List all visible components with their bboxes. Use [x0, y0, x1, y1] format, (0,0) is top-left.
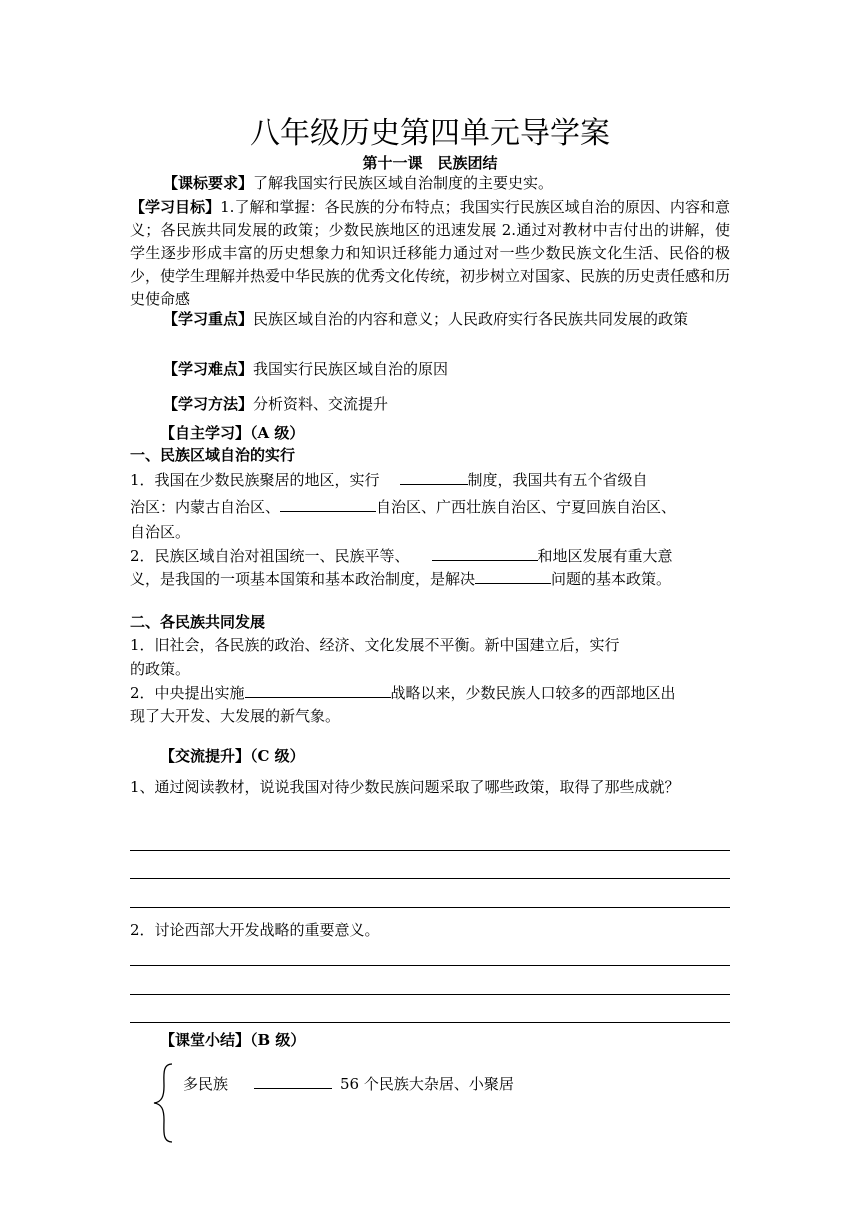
- difficulty-text: 我国实行民族区域自治的原因: [253, 360, 449, 378]
- section2-heading: 二、各民族共同发展: [130, 613, 266, 631]
- section1-q2-text-d: 问题的基本政策。: [551, 570, 672, 588]
- curriculum-label: 【课标要求】: [163, 174, 254, 192]
- summary-item-1-label: 多民族: [183, 1075, 229, 1093]
- section2-q2-line2: 现了大开发、大发展的新气象。: [130, 707, 341, 725]
- section2-q1-line2: 的政策。: [130, 660, 191, 678]
- section1-q1-line3: 自治区。: [130, 523, 191, 541]
- section1-heading: 一、民族区域自治的实行: [130, 446, 296, 464]
- section1-q2-text-b: 和地区发展有重大意: [537, 547, 673, 565]
- exchange-level: （C 级）: [250, 747, 305, 765]
- summary-label: 【课堂小结】: [160, 1031, 251, 1049]
- exchange-q1: 1、通过阅读教材，说说我国对待少数民族问题采取了哪些政策，取得了那些成就？: [130, 778, 680, 796]
- summary-level: （B 级）: [250, 1031, 306, 1049]
- page-title: 八年级历史第四单元导学案: [250, 116, 610, 151]
- self-study-heading: [160, 422, 304, 444]
- answer-line-6[interactable]: [130, 1022, 730, 1023]
- section1-q1-text-b: 制度，我国共有五个省级自: [467, 471, 648, 489]
- lesson-subtitle: 第十一课 民族团结: [362, 154, 498, 172]
- answer-line-1[interactable]: [130, 850, 730, 851]
- curriculum-text: 了解我国实行民族区域自治制度的主要史实。: [253, 174, 554, 192]
- section1-q2-line1: [130, 545, 673, 567]
- summary-item-1: [183, 1073, 514, 1095]
- section2-q2-text-a: 2．中央提出实施: [130, 684, 245, 702]
- section2-q1-line1: 1．旧社会，各民族的政治、经济、文化发展不平衡。新中国建立后，实行: [130, 636, 620, 654]
- learning-objectives: [130, 196, 730, 311]
- key-points-label: 【学习重点】: [163, 310, 254, 328]
- key-points: [130, 308, 730, 331]
- section1-q2-text-c: 义，是我国的一项基本国策和基本政治制度，是解决: [130, 570, 476, 588]
- difficulty-label: 【学习难点】: [163, 360, 254, 378]
- answer-line-4[interactable]: [130, 965, 730, 966]
- section2-q2-text-b: 战略以来，少数民族人口较多的西部地区出: [390, 684, 676, 702]
- summary-item-1-text: 56 个民族大杂居、小聚居: [340, 1075, 514, 1093]
- section1-q1-text-d: 自治区、广西壮族自治区、宁夏回族自治区、: [376, 498, 677, 516]
- answer-line-3[interactable]: [130, 907, 730, 908]
- answer-line-5[interactable]: [130, 994, 730, 995]
- exchange-q2: 2．讨论西部大开发战略的重要意义。: [130, 921, 380, 939]
- summary-heading: [160, 1029, 305, 1051]
- section1-q2-text-a: 2．民族区域自治对祖国统一、民族平等、: [130, 547, 410, 565]
- study-method: [163, 393, 388, 415]
- section2-q2-line1: [130, 682, 676, 704]
- answer-line-2[interactable]: [130, 878, 730, 879]
- method-label: 【学习方法】: [163, 395, 254, 413]
- curly-brace-icon: [150, 1062, 178, 1144]
- difficulty: [163, 358, 448, 380]
- blank-1[interactable]: [400, 469, 468, 485]
- objectives-text: 1.了解和掌握：各民族的分布特点；我国实行民族区域自治的原因、内容和意义；各民族共同发展的政策；少数民族地区的迅速发展 2.通过对教材中吉付出的讲解，使学生逐步形成丰富的历史想象力和知识迁移能力通过对一些少数民族文化生活、民俗的极少，使学生理解并热爱中华民族的优秀文化传统，初步树立对国家、民族的历史责任感和历史使命感: [130, 198, 731, 308]
- section1-q1-line2: [130, 496, 676, 518]
- objectives-label: 【学习目标】: [130, 198, 221, 216]
- blank-2[interactable]: [280, 496, 376, 512]
- exchange-heading: [160, 745, 305, 767]
- section1-q1-text-a: 1．我国在少数民族聚居的地区，实行: [130, 471, 380, 489]
- curriculum-requirement: [163, 172, 553, 194]
- blank-5[interactable]: [245, 682, 391, 698]
- self-study-level: （A 级）: [250, 424, 305, 442]
- blank-6[interactable]: [254, 1073, 332, 1089]
- method-text: 分析资料、交流提升: [253, 395, 389, 413]
- blank-3[interactable]: [432, 545, 538, 561]
- key-points-text: 民族区域自治的内容和意义；人民政府实行各民族共同发展的政策: [253, 310, 689, 328]
- exchange-label: 【交流提升】: [160, 747, 251, 765]
- section1-q2-line2: [130, 568, 671, 590]
- blank-4[interactable]: [475, 568, 551, 584]
- self-study-label: 【自主学习】: [160, 424, 251, 442]
- section1-q1-line1: [130, 469, 648, 491]
- section1-q1-text-c: 治区：内蒙古自治区、: [130, 498, 281, 516]
